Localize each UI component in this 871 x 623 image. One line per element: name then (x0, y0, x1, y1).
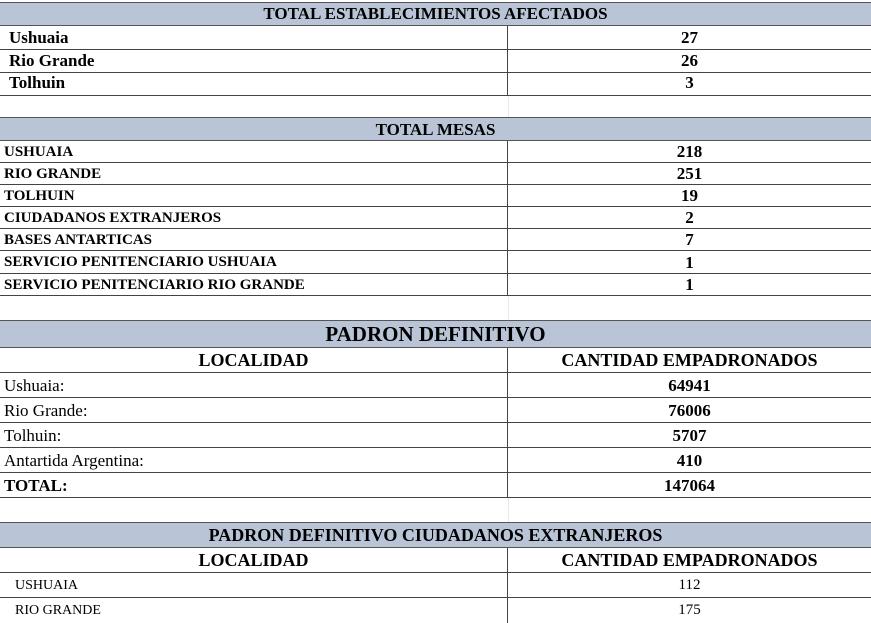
table-total-row (0, 473, 871, 498)
padron-value: 410 (676, 451, 703, 470)
locality-value: 3 (685, 73, 694, 92)
table-row (0, 163, 871, 185)
table-row (0, 573, 871, 598)
padron-value: 64941 (668, 376, 711, 395)
section-gap (0, 498, 871, 522)
padron-locality: Antartida Argentina: (0, 448, 508, 472)
column-header-cantidad: CANTIDAD EMPADRONADOS (561, 350, 818, 370)
column-header-localidad: LOCALIDAD (0, 548, 508, 572)
section-gap (0, 96, 871, 117)
mesa-name: RIO GRANDE (0, 163, 508, 184)
table-row (0, 141, 871, 163)
locality-value: 27 (681, 28, 698, 47)
column-header-localidad: LOCALIDAD (0, 348, 508, 372)
table-row (0, 251, 871, 274)
establecimientos-title: TOTAL ESTABLECIMIENTOS AFECTADOS (0, 2, 871, 26)
table-row (0, 423, 871, 448)
padron-locality: Rio Grande: (0, 398, 508, 422)
table-row (0, 207, 871, 229)
locality-name: Ushuaia (0, 26, 508, 49)
table-row (0, 26, 871, 50)
mesa-value: 1 (685, 253, 694, 272)
padron-value: 76006 (668, 401, 711, 420)
column-header-cantidad: CANTIDAD EMPADRONADOS (561, 550, 818, 570)
padron-locality: Ushuaia: (0, 373, 508, 397)
mesa-value: 2 (685, 208, 694, 227)
table-header-row (0, 348, 871, 373)
extranjeros-value: 175 (678, 602, 701, 618)
extranjeros-locality: USHUAIA (0, 573, 508, 597)
mesa-value: 7 (685, 230, 694, 249)
section-gap (0, 296, 871, 320)
mesa-value: 1 (685, 275, 694, 294)
table-row (0, 373, 871, 398)
table-row (0, 448, 871, 473)
table-row (0, 185, 871, 207)
table-row (0, 274, 871, 296)
extranjeros-title: PADRON DEFINITIVO CIUDADANOS EXTRANJEROS (0, 522, 871, 548)
mesa-name: USHUAIA (0, 141, 508, 162)
table-row (0, 598, 871, 623)
mesa-value: 218 (676, 142, 703, 161)
table-header-row (0, 548, 871, 573)
locality-name: Rio Grande (0, 50, 508, 72)
mesa-name: SERVICIO PENITENCIARIO RIO GRANDE (0, 274, 508, 295)
padron-total-label: TOTAL: (0, 473, 508, 497)
table-row (0, 50, 871, 73)
locality-value: 26 (681, 51, 698, 70)
mesa-name: TOLHUIN (0, 185, 508, 206)
table-row (0, 398, 871, 423)
mesa-name: SERVICIO PENITENCIARIO USHUAIA (0, 251, 508, 273)
mesa-name: BASES ANTARTICAS (0, 229, 508, 250)
mesa-value: 19 (681, 186, 698, 205)
padron-value: 5707 (672, 426, 707, 445)
locality-name: Tolhuin (0, 73, 508, 95)
table-row (0, 73, 871, 96)
padron-total-value: 147064 (664, 476, 715, 495)
padron-title: PADRON DEFINITIVO (0, 320, 871, 348)
mesa-name: CIUDADANOS EXTRANJEROS (0, 207, 508, 228)
extranjeros-value: 112 (678, 577, 701, 593)
table-row (0, 229, 871, 251)
padron-locality: Tolhuin: (0, 423, 508, 447)
mesa-value: 251 (676, 164, 703, 183)
extranjeros-locality: RIO GRANDE (0, 598, 508, 623)
mesas-title: TOTAL MESAS (0, 117, 871, 141)
